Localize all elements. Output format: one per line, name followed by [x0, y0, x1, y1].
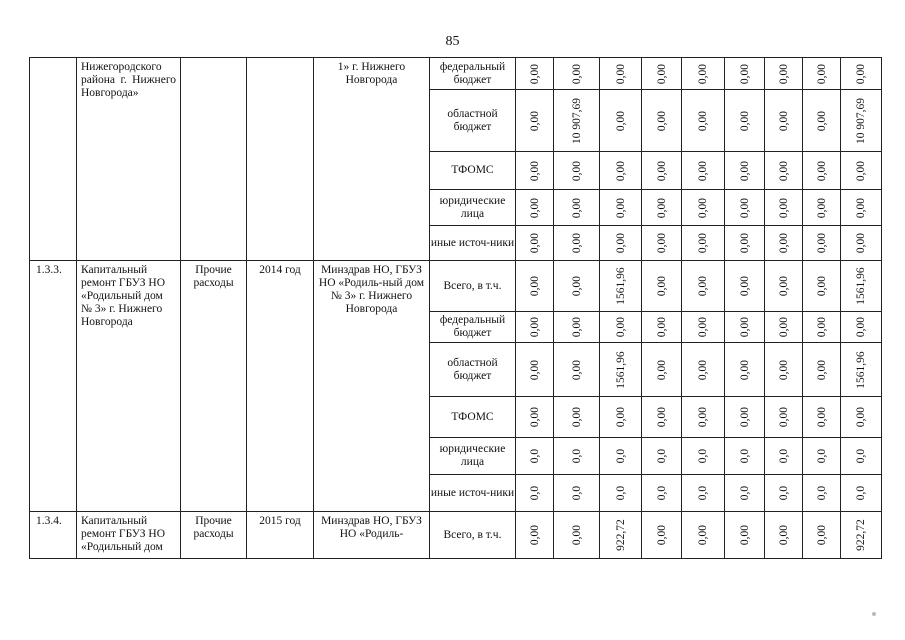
- value-cell: [600, 190, 642, 226]
- value-text: 0,00: [655, 232, 668, 254]
- value-text: 0,00: [655, 275, 668, 297]
- value-text: 0,00: [528, 110, 541, 131]
- value-text: 0,00: [570, 63, 583, 84]
- expense-type: Прочие расходы: [181, 512, 247, 559]
- value-text: 1561,96: [855, 267, 867, 305]
- value-text: 0,00: [777, 232, 790, 254]
- value-text: 0,00: [614, 197, 627, 218]
- value-text: 0,00: [777, 406, 790, 428]
- value-cell: [725, 152, 765, 190]
- value-text: 0,00: [815, 275, 828, 297]
- value-text: 0,00: [777, 316, 790, 338]
- value-text: 10 907,69: [855, 97, 867, 144]
- funding-source: Всего, в т.ч.: [430, 512, 516, 559]
- value-cell: [516, 312, 554, 343]
- value-cell: [642, 190, 682, 226]
- value-text: 0,00: [738, 359, 751, 380]
- value-cell: [803, 90, 841, 152]
- value-text: 0,00: [738, 63, 751, 84]
- value-text: 0,00: [570, 232, 583, 254]
- value-cell: [682, 475, 725, 512]
- value-text: 0,00: [697, 232, 709, 254]
- value-text: 1561,96: [855, 350, 867, 389]
- value-text: 0,00: [528, 197, 541, 218]
- value-cell: [682, 312, 725, 343]
- value-cell: [682, 190, 725, 226]
- value-text: 0,00: [655, 316, 668, 338]
- value-cell: [516, 438, 554, 475]
- value-cell: [803, 475, 841, 512]
- value-text: 0,00: [815, 232, 828, 254]
- value-cell: [600, 512, 642, 559]
- value-text: 0,00: [614, 110, 627, 131]
- value-text: 0,00: [570, 406, 583, 428]
- value-text: 0,0: [528, 448, 541, 464]
- value-text: 0,00: [655, 63, 668, 84]
- value-cell: [516, 261, 554, 312]
- value-text: 0,0: [855, 485, 867, 501]
- value-text: 0,00: [777, 524, 790, 546]
- item-name: Капитальный ремонт ГБУЗ НО «Родильный дом № 3» г. Нижнего Новгорода: [77, 261, 181, 512]
- value-text: 0,00: [738, 197, 751, 218]
- value-text: 0,00: [697, 275, 709, 297]
- value-cell: [765, 152, 803, 190]
- item-name: Нижегородского района г. Нижнего Новгорода»: [77, 58, 181, 261]
- value-text: 0,00: [614, 316, 627, 338]
- funding-source: областной бюджет: [430, 343, 516, 397]
- value-text: 0,00: [738, 406, 751, 428]
- value-text: 0,00: [777, 359, 790, 380]
- value-cell: [765, 397, 803, 438]
- value-text: 0,00: [815, 197, 828, 218]
- value-cell: [642, 312, 682, 343]
- value-text: 1561,96: [614, 267, 627, 305]
- value-cell: [765, 475, 803, 512]
- value-cell: [554, 343, 600, 397]
- value-cell: [841, 438, 882, 475]
- value-text: 0,00: [815, 160, 828, 181]
- value-cell: [516, 512, 554, 559]
- value-cell: [803, 343, 841, 397]
- value-text: 0,0: [655, 485, 668, 501]
- value-cell: [516, 226, 554, 261]
- value-cell: [725, 261, 765, 312]
- value-cell: [765, 90, 803, 152]
- value-text: 0,0: [855, 448, 867, 464]
- funding-source: федеральный бюджет: [430, 58, 516, 90]
- funding-source: областной бюджет: [430, 90, 516, 152]
- value-text: 0,00: [570, 197, 583, 218]
- value-text: 0,00: [570, 160, 583, 181]
- value-cell: [642, 152, 682, 190]
- value-text: 0,00: [855, 197, 867, 218]
- funding-source: иные источ-ники: [430, 475, 516, 512]
- value-text: 0,00: [777, 275, 790, 297]
- value-text: 0,00: [738, 316, 751, 338]
- value-cell: [554, 261, 600, 312]
- item-number: 1.3.4.: [30, 512, 77, 559]
- value-text: 0,00: [614, 406, 627, 428]
- item-number: 1.3.3.: [30, 261, 77, 512]
- value-text: 0,00: [738, 160, 751, 181]
- value-cell: [682, 261, 725, 312]
- value-cell: [841, 90, 882, 152]
- value-text: 0,00: [738, 524, 751, 546]
- value-cell: [725, 58, 765, 90]
- value-cell: [554, 312, 600, 343]
- value-cell: [642, 261, 682, 312]
- value-cell: [765, 58, 803, 90]
- table-row: [30, 261, 882, 312]
- funding-source: юридические лица: [430, 438, 516, 475]
- value-cell: [642, 226, 682, 261]
- item-number: [30, 58, 77, 261]
- item-executor: 1» г. Нижнего Новгорода: [314, 58, 430, 261]
- value-text: 0,00: [738, 110, 751, 131]
- value-cell: [803, 261, 841, 312]
- item-year: [247, 58, 314, 261]
- value-cell: [803, 512, 841, 559]
- value-text: 10 907,69: [570, 97, 583, 144]
- value-cell: [803, 226, 841, 261]
- value-cell: [554, 152, 600, 190]
- item-name: Капитальный ремонт ГБУЗ НО «Родильный дом: [77, 512, 181, 559]
- value-cell: [803, 152, 841, 190]
- value-text: 0,00: [528, 359, 541, 380]
- value-cell: [600, 343, 642, 397]
- value-cell: [642, 438, 682, 475]
- value-text: 0,00: [528, 63, 541, 84]
- value-cell: [803, 190, 841, 226]
- item-executor: Минздрав НО, ГБУЗ НО «Родиль-: [314, 512, 430, 559]
- value-text: 0,00: [614, 232, 627, 254]
- value-text: 0,00: [614, 160, 627, 181]
- value-text: 0,00: [697, 63, 709, 84]
- value-text: 0,00: [777, 160, 790, 181]
- value-text: 0,0: [697, 485, 709, 501]
- value-text: 0,0: [614, 485, 627, 501]
- value-cell: [516, 190, 554, 226]
- value-text: 0,00: [655, 406, 668, 428]
- value-cell: [554, 226, 600, 261]
- value-text: 0,00: [855, 160, 867, 181]
- value-text: 0,00: [815, 524, 828, 546]
- value-cell: [600, 58, 642, 90]
- value-text: 0,00: [855, 232, 867, 254]
- value-cell: [554, 58, 600, 90]
- value-cell: [516, 58, 554, 90]
- value-text: 0,00: [815, 406, 828, 428]
- value-text: 0,00: [697, 110, 709, 131]
- funding-source: федеральный бюджет: [430, 312, 516, 343]
- value-cell: [642, 58, 682, 90]
- value-text: 1561,96: [614, 350, 627, 389]
- value-text: 0,0: [570, 448, 583, 464]
- value-cell: [682, 343, 725, 397]
- value-cell: [725, 312, 765, 343]
- value-cell: [682, 438, 725, 475]
- value-cell: [765, 190, 803, 226]
- value-cell: [600, 312, 642, 343]
- value-cell: [841, 58, 882, 90]
- value-cell: [803, 58, 841, 90]
- value-text: 0,00: [528, 160, 541, 181]
- value-text: 0,00: [528, 524, 541, 546]
- value-text: 0,00: [528, 232, 541, 254]
- value-text: 0,00: [655, 160, 668, 181]
- value-text: 0,00: [614, 63, 627, 84]
- value-cell: [725, 343, 765, 397]
- value-text: 0,00: [570, 359, 583, 380]
- value-cell: [725, 397, 765, 438]
- value-text: 0,0: [815, 485, 828, 501]
- value-text: 0,0: [528, 485, 541, 501]
- value-text: 0,0: [738, 448, 751, 464]
- value-cell: [642, 90, 682, 152]
- value-cell: [725, 512, 765, 559]
- value-cell: [642, 343, 682, 397]
- value-text: 0,00: [697, 406, 709, 428]
- table-row: [30, 58, 882, 90]
- value-cell: [841, 312, 882, 343]
- value-text: 0,00: [855, 316, 867, 338]
- scan-dot: [872, 612, 876, 616]
- value-text: 0,00: [777, 110, 790, 131]
- page-number: 85: [445, 34, 460, 49]
- value-text: 0,00: [697, 160, 709, 181]
- value-text: 0,0: [738, 485, 751, 501]
- value-text: 0,0: [655, 448, 668, 464]
- value-text: 922,72: [855, 519, 867, 551]
- item-year: 2015 год: [247, 512, 314, 559]
- funding-source: Всего, в т.ч.: [430, 261, 516, 312]
- value-text: 0,00: [528, 275, 541, 297]
- value-cell: [554, 512, 600, 559]
- value-cell: [600, 438, 642, 475]
- value-cell: [682, 512, 725, 559]
- funding-source: ТФОМС: [430, 152, 516, 190]
- budget-table: [29, 57, 882, 559]
- item-executor: Минздрав НО, ГБУЗ НО «Родиль-ный дом № 3» г. Нижнего Новгорода: [314, 261, 430, 512]
- value-cell: [642, 475, 682, 512]
- value-cell: [682, 90, 725, 152]
- value-cell: [725, 438, 765, 475]
- value-text: 0,00: [738, 275, 751, 297]
- value-cell: [554, 190, 600, 226]
- value-cell: [841, 226, 882, 261]
- value-cell: [600, 152, 642, 190]
- value-text: 0,00: [697, 359, 709, 380]
- value-cell: [725, 90, 765, 152]
- value-text: 0,00: [655, 110, 668, 131]
- value-text: 0,00: [570, 524, 583, 546]
- value-text: 0,00: [655, 359, 668, 380]
- value-text: 0,00: [815, 359, 828, 380]
- expense-type: Прочие расходы: [181, 261, 247, 512]
- value-text: 0,00: [815, 63, 828, 84]
- value-cell: [554, 438, 600, 475]
- value-text: 0,0: [777, 448, 790, 464]
- item-year: 2014 год: [247, 261, 314, 512]
- value-text: 0,00: [655, 524, 668, 546]
- value-cell: [516, 90, 554, 152]
- funding-source: ТФОМС: [430, 397, 516, 438]
- value-cell: [725, 190, 765, 226]
- value-text: 922,72: [614, 519, 627, 551]
- value-text: 0,00: [815, 110, 828, 131]
- value-cell: [765, 226, 803, 261]
- value-cell: [841, 397, 882, 438]
- value-text: 0,00: [655, 197, 668, 218]
- funding-source: иные источ-ники: [430, 226, 516, 261]
- value-text: 0,0: [815, 448, 828, 464]
- value-cell: [642, 397, 682, 438]
- value-cell: [841, 261, 882, 312]
- value-text: 0,00: [777, 63, 790, 84]
- value-cell: [554, 397, 600, 438]
- value-cell: [600, 261, 642, 312]
- value-cell: [516, 343, 554, 397]
- value-cell: [554, 475, 600, 512]
- value-cell: [803, 397, 841, 438]
- value-text: 0,00: [855, 406, 867, 428]
- value-cell: [841, 152, 882, 190]
- value-cell: [600, 226, 642, 261]
- value-cell: [765, 261, 803, 312]
- value-cell: [841, 475, 882, 512]
- value-text: 0,0: [570, 485, 583, 501]
- value-cell: [682, 226, 725, 261]
- value-cell: [841, 190, 882, 226]
- value-cell: [803, 438, 841, 475]
- expense-type: [181, 58, 247, 261]
- value-cell: [841, 343, 882, 397]
- value-cell: [803, 312, 841, 343]
- value-cell: [765, 343, 803, 397]
- value-cell: [765, 312, 803, 343]
- value-text: 0,0: [614, 448, 627, 464]
- value-cell: [682, 58, 725, 90]
- value-cell: [600, 90, 642, 152]
- value-text: 0,00: [697, 524, 709, 546]
- value-cell: [682, 152, 725, 190]
- value-text: 0,00: [570, 275, 583, 297]
- value-text: 0,00: [570, 316, 583, 338]
- value-cell: [841, 512, 882, 559]
- value-cell: [725, 226, 765, 261]
- value-cell: [516, 397, 554, 438]
- table-row: [30, 512, 882, 559]
- value-cell: [642, 512, 682, 559]
- value-text: 0,00: [697, 197, 709, 218]
- value-text: 0,00: [528, 316, 541, 338]
- value-cell: [516, 475, 554, 512]
- value-text: 0,00: [738, 232, 751, 254]
- value-cell: [600, 397, 642, 438]
- value-text: 0,0: [697, 448, 709, 464]
- value-text: 0,00: [528, 406, 541, 428]
- value-text: 0,00: [855, 63, 867, 84]
- value-cell: [765, 512, 803, 559]
- value-cell: [554, 90, 600, 152]
- funding-source: юридические лица: [430, 190, 516, 226]
- value-cell: [600, 475, 642, 512]
- value-cell: [765, 438, 803, 475]
- value-text: 0,00: [697, 316, 709, 338]
- value-text: 0,0: [777, 485, 790, 501]
- value-cell: [725, 475, 765, 512]
- value-text: 0,00: [777, 197, 790, 218]
- value-text: 0,00: [815, 316, 828, 338]
- value-cell: [682, 397, 725, 438]
- value-cell: [516, 152, 554, 190]
